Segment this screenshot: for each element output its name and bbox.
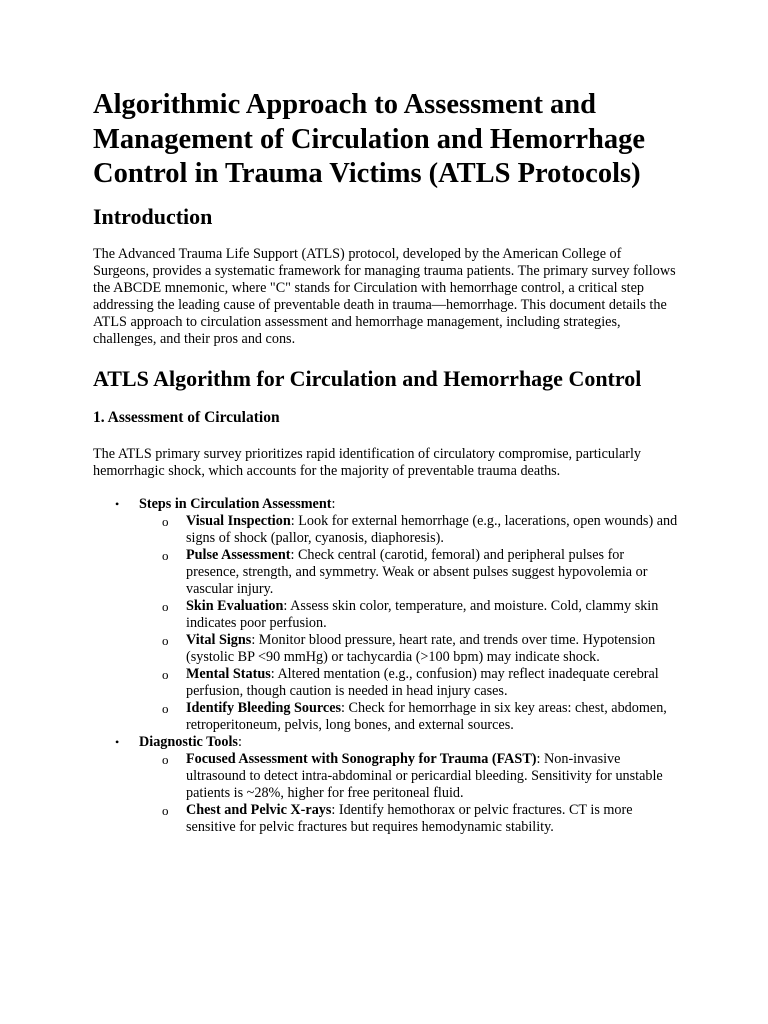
- item-text: : Non-invasive ultrasound to detect intra-abdominal or pericardial bleeding. Sensitivity for unstable patients is ~28%, higher for free peritoneal fluid.: [186, 751, 663, 801]
- item-term: Visual Inspection: [186, 513, 291, 529]
- bullet-list: [93, 496, 680, 836]
- circle-bullet-icon: o: [162, 803, 169, 818]
- item-text: : Monitor blood pressure, heart rate, and trends over time. Hypotension (systolic BP <90 mmHg) or tachycardia (>100 bpm) may indicate shock.: [186, 632, 656, 665]
- list-item: [162, 632, 680, 666]
- item-term: Chest and Pelvic X-rays: [186, 802, 332, 818]
- list-item: [162, 666, 680, 700]
- list-item: [162, 513, 680, 547]
- list-item: [162, 802, 680, 836]
- list-item: [162, 598, 680, 632]
- introduction-heading: Introduction: [93, 203, 213, 229]
- item-text: : Assess skin color, temperature, and moisture. Cold, clammy skin indicates poor perfusion.: [186, 598, 659, 631]
- group-label: Diagnostic Tools: [139, 734, 238, 750]
- group-label: Steps in Circulation Assessment: [139, 496, 332, 512]
- group-label-suffix: :: [331, 496, 336, 512]
- item-term: Vital Signs: [186, 632, 252, 648]
- group-label-suffix: :: [237, 734, 242, 750]
- item-term: Focused Assessment with Sonography for Trauma (FAST): [186, 751, 537, 767]
- document-title: Algorithmic Approach to Assessment and Management of Circulation and Hemorrhage Control in Trauma Victims (ATLS Protocols): [93, 89, 645, 189]
- item-term: Mental Status: [186, 666, 271, 682]
- circle-bullet-icon: o: [162, 752, 169, 767]
- circle-bullet-icon: o: [162, 633, 169, 648]
- item-term: Identify Bleeding Sources: [186, 700, 342, 716]
- sub-bullet-list: [139, 513, 680, 734]
- list-item-steps: [115, 496, 680, 734]
- circle-bullet-icon: o: [162, 701, 169, 716]
- list-item: [162, 700, 680, 734]
- assessment-paragraph: The ATLS primary survey prioritizes rapid identification of circulatory compromise, particularly hemorrhagic shock, which accounts for the majority of preventable trauma deaths.: [93, 446, 642, 479]
- circle-bullet-icon: o: [162, 514, 169, 529]
- sub-bullet-list: [139, 751, 680, 836]
- item-text: : Check central (carotid, femoral) and peripheral pulses for presence, strength, and symmetry. Weak or absent pulses suggest hypovolemia or vascular injury.: [186, 547, 648, 597]
- bullet-icon: •: [115, 735, 120, 749]
- item-text: : Look for external hemorrhage (e.g., lacerations, open wounds) and signs of shock (pallor, cyanosis, diaphoresis).: [186, 513, 678, 546]
- introduction-paragraph: The Advanced Trauma Life Support (ATLS) protocol, developed by the American College of Surgeons, provides a systematic framework for managing trauma patients. The primary survey follows the ABCDE mnemonic, where "C" stands for Circulation with hemorrhage control, a critical step addressing the leading cause of preventable death in trauma—hemorrhage. This document details the ATLS approach to circulation assessment and hemorrhage management, including strategies, challenges, and their pros and cons.: [93, 245, 676, 347]
- item-term: Skin Evaluation: [186, 598, 284, 614]
- list-item: [162, 547, 680, 598]
- circle-bullet-icon: o: [162, 599, 169, 614]
- item-text: : Identify hemothorax or pelvic fractures. CT is more sensitive for pelvic fractures but requires hemodynamic stability.: [186, 802, 633, 835]
- circle-bullet-icon: o: [162, 548, 169, 563]
- circle-bullet-icon: o: [162, 667, 169, 682]
- item-term: Pulse Assessment: [186, 547, 291, 563]
- item-text: : Check for hemorrhage in six key areas: chest, abdomen, retroperitoneum, pelvis, long bones, and external sources.: [186, 700, 667, 733]
- algorithm-heading: ATLS Algorithm for Circulation and Hemorrhage Control: [93, 365, 642, 391]
- list-item: [162, 751, 680, 802]
- item-text: : Altered mentation (e.g., confusion) may reflect inadequate cerebral perfusion, though caution is needed in head injury cases.: [186, 666, 659, 699]
- assessment-subheading: 1. Assessment of Circulation: [93, 409, 280, 426]
- bullet-icon: •: [115, 497, 120, 511]
- list-item-diagnostics: [115, 734, 680, 836]
